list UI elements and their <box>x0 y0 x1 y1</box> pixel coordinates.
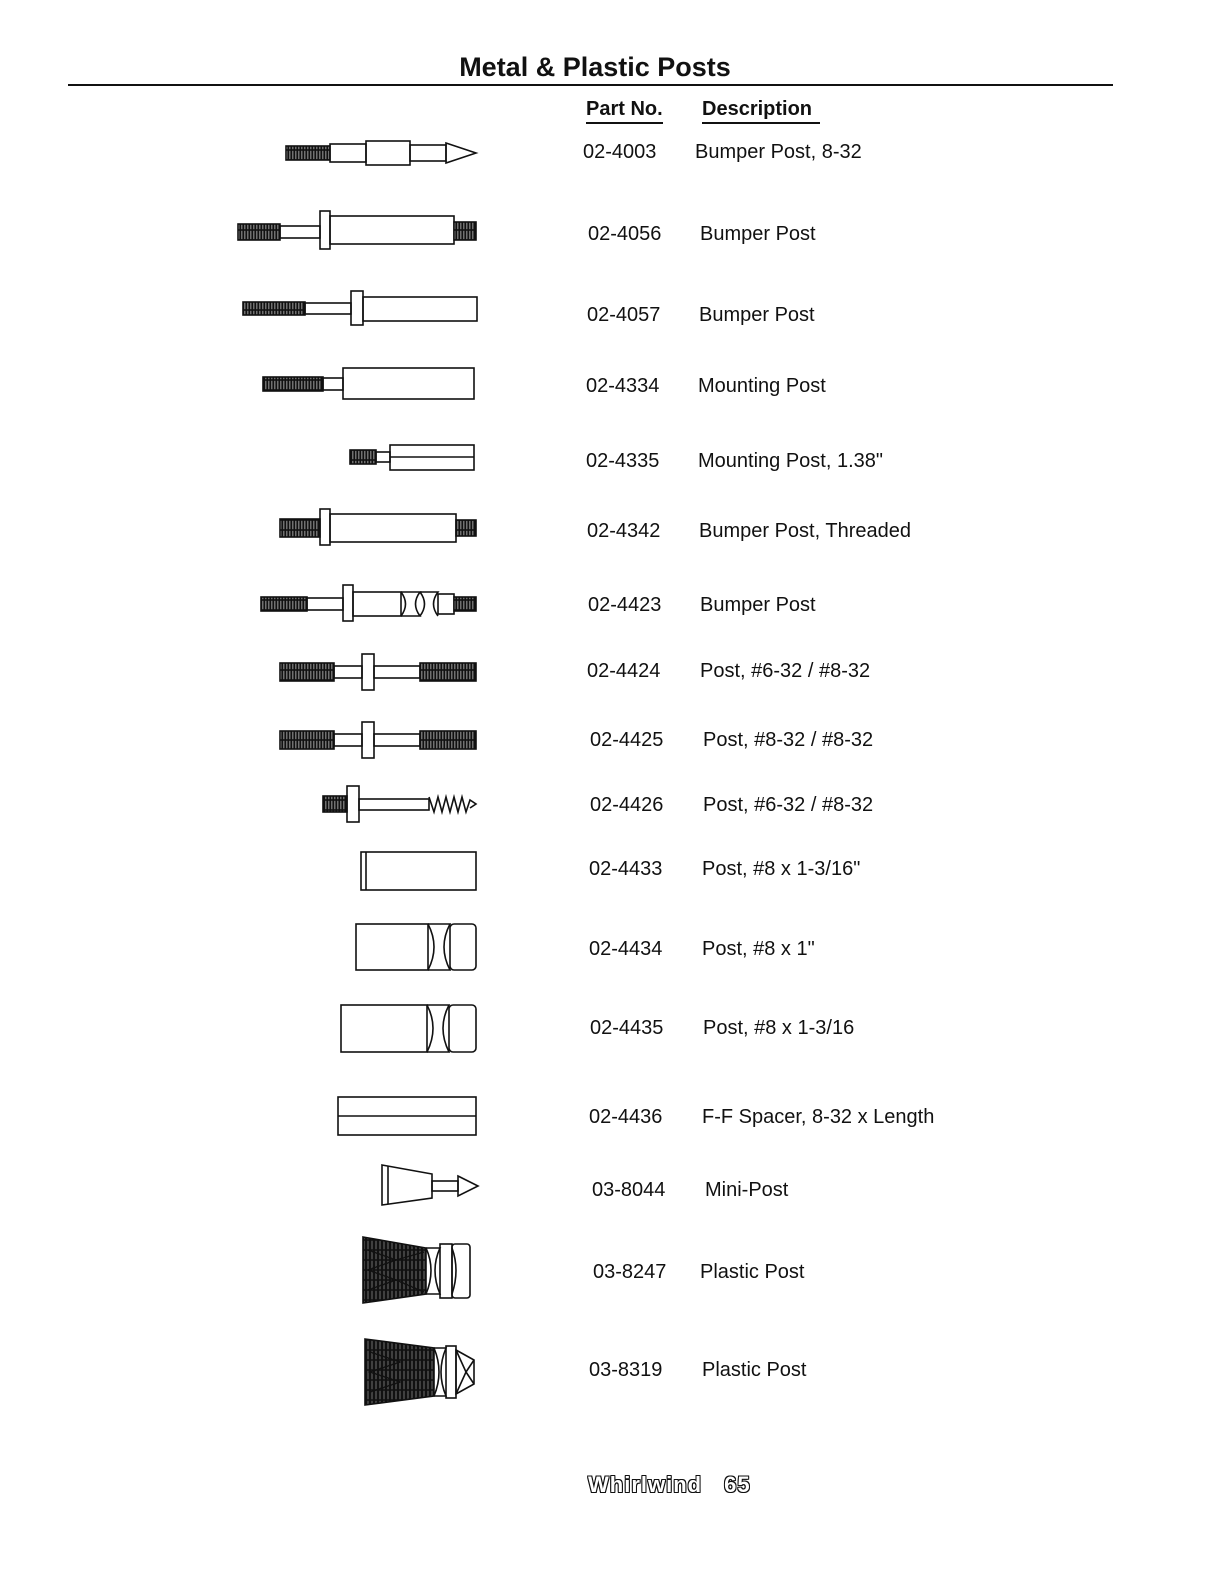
description-header: Description <box>702 98 820 124</box>
part-drawing-03-8044 <box>382 1165 478 1205</box>
part-drawing-02-4426 <box>323 786 476 822</box>
part-description: Plastic Post <box>702 1359 807 1381</box>
part-description: Post, #8-32 / #8-32 <box>703 729 874 751</box>
part-description: Post, #8 x 1-3/16 <box>703 1017 855 1039</box>
part-drawing-02-4425 <box>280 722 476 758</box>
part-number: 02-4433 <box>589 858 663 880</box>
part-description: Bumper Post, 8-32 <box>695 141 862 163</box>
part-drawing-02-4342 <box>280 509 476 545</box>
part-description: F-F Spacer, 8-32 x Length <box>702 1106 935 1128</box>
part-drawing-02-4433 <box>361 852 476 890</box>
part-number: 02-4435 <box>590 1017 664 1039</box>
part-number: 02-4057 <box>587 304 661 326</box>
part-drawing-02-4335 <box>350 445 474 470</box>
part-drawing-03-8319 <box>365 1339 474 1405</box>
part-description: Mounting Post <box>698 375 826 397</box>
part-number: 02-4434 <box>589 938 663 960</box>
part-description: Mini-Post <box>705 1179 789 1201</box>
part-drawing-03-8247 <box>363 1237 470 1303</box>
page-footer <box>588 1472 773 1498</box>
part-description: Bumper Post <box>700 594 816 616</box>
part-drawing-02-4056 <box>238 211 476 249</box>
part-number: 02-4424 <box>587 660 661 682</box>
part-number: 02-4335 <box>586 450 660 472</box>
part-drawing-02-4423 <box>261 585 476 621</box>
part-number: 03-8247 <box>593 1261 667 1283</box>
part-number: 03-8044 <box>592 1179 666 1201</box>
part-number: 02-4436 <box>589 1106 663 1128</box>
part-drawing-02-4003 <box>286 141 476 165</box>
footer-brand: Whirlwind <box>588 1472 703 1497</box>
part-drawing-02-4057 <box>243 291 477 325</box>
part-no-header: Part No. <box>586 98 663 124</box>
part-description: Post, #6-32 / #8-32 <box>703 794 874 816</box>
part-description: Bumper Post <box>699 304 815 326</box>
part-number: 02-4425 <box>590 729 664 751</box>
part-number: 03-8319 <box>589 1359 663 1381</box>
part-number: 02-4342 <box>587 520 661 542</box>
part-drawing-02-4435 <box>341 1005 476 1052</box>
part-drawing-02-4424 <box>280 654 476 690</box>
page-title: Metal & Plastic Posts <box>459 52 731 82</box>
part-drawing-02-4436 <box>338 1097 476 1135</box>
part-drawing-02-4434 <box>356 924 476 970</box>
part-description: Bumper Post <box>700 223 816 245</box>
part-number: 02-4003 <box>583 141 657 163</box>
part-description: Bumper Post, Threaded <box>699 520 911 542</box>
part-number: 02-4426 <box>590 794 664 816</box>
part-description: Post, #6-32 / #8-32 <box>700 660 871 682</box>
part-number: 02-4056 <box>588 223 662 245</box>
part-description: Post, #8 x 1-3/16" <box>702 858 861 880</box>
footer-page-number: 65 <box>724 1472 751 1497</box>
part-description: Plastic Post <box>700 1261 805 1283</box>
part-number: 02-4423 <box>588 594 662 616</box>
part-number: 02-4334 <box>586 375 660 397</box>
part-description: Mounting Post, 1.38" <box>698 450 883 472</box>
part-description: Post, #8 x 1" <box>702 938 815 960</box>
part-drawing-02-4334 <box>263 368 474 399</box>
